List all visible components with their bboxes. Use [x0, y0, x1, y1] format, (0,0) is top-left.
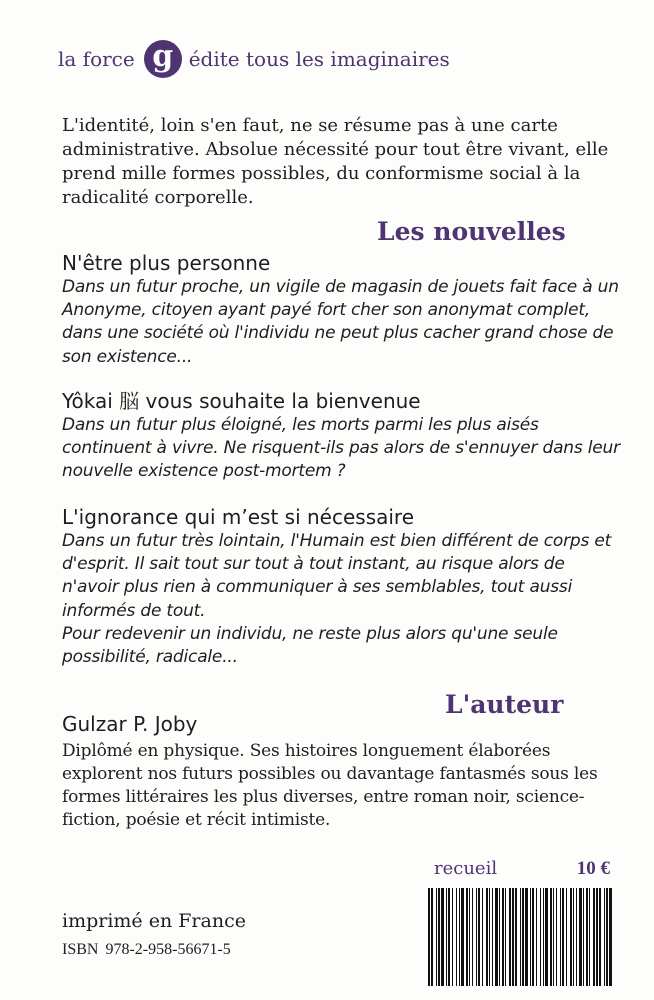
- story-description-continued: Pour redevenir un individu, ne reste plus alors qu'une seule possibilité, radicale...: [62, 623, 558, 668]
- author-name: Gulzar P. Joby: [62, 712, 198, 736]
- story-description: Dans un futur très lointain, l'Humain est bien différent de corps et d'esprit. Il sait tout sur tout à tout instant, au risque alors de n'avoir plus rien à communiquer à ses semblables, tout aussi informés de tout.: [62, 531, 612, 621]
- intro-paragraph: L'identité, loin s'en faut, ne se résume pas à une carte administrative. Absolue nécessité pour tout être vivant, elle prend mille formes possibles, du conformisme social à la radicalité corporelle.: [62, 115, 609, 208]
- slogan-left-text: la force: [58, 47, 135, 71]
- publisher-logo: g: [144, 40, 182, 78]
- story-description: Dans un futur plus éloigné, les morts parmi les plus aisés continuent à vivre. Ne risquent-ils pas alors de s'ennuyer dans leur nouvelle existence post-mortem ?: [62, 415, 620, 482]
- story-title: N'être plus personne: [62, 251, 271, 275]
- author-bio: Diplômé en physique. Ses histoires longuement élaborées explorent nos futurs possibles ou davantage fantasmés sous les formes littéraires les plus diverses, entre roman noir, science-fiction, poésie et récit intimiste.: [62, 741, 598, 830]
- barcode-labels: [424, 858, 610, 880]
- slogan-right-text: édite tous les imaginaires: [188, 47, 450, 71]
- barcode-image: [428, 888, 612, 986]
- price-label: 10 €: [576, 858, 610, 879]
- author-heading: L'auteur: [445, 690, 564, 719]
- category-label: recueil: [434, 858, 498, 879]
- story-1: [62, 250, 622, 369]
- printed-in-label: imprimé en France: [62, 910, 246, 932]
- price-barcode-block: [424, 858, 616, 988]
- publisher-slogan: [58, 40, 450, 78]
- story-title: Yôkai 脳 vous souhaite la bienvenue: [62, 389, 421, 413]
- stories-heading: Les nouvelles: [377, 217, 566, 246]
- story-3: [62, 504, 622, 669]
- story-2: [62, 388, 622, 484]
- story-description: Dans un futur proche, un vigile de magasin de jouets fait face à un Anonyme, citoyen ayant payé fort cher son anonymat complet, dans une société où l'individu ne peut plus cacher grand chose de son existence...: [62, 277, 619, 367]
- story-title: L'ignorance qui m’est si nécessaire: [62, 505, 415, 529]
- isbn-label: ISBN 978-2-958-56671-5: [62, 941, 231, 958]
